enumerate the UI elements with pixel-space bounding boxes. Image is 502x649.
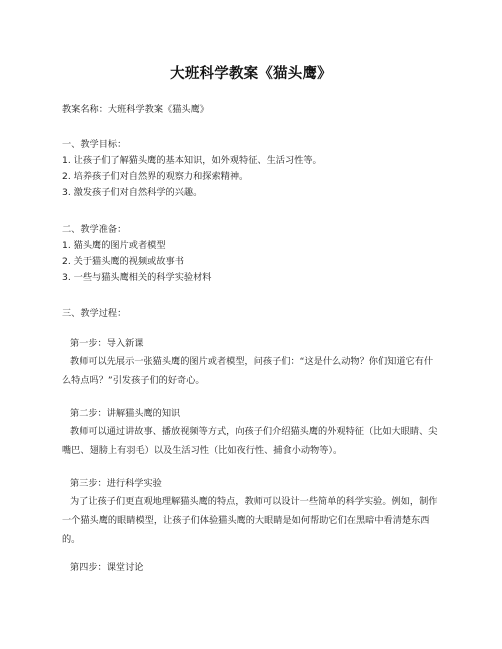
lesson-name: 教案名称：大班科学教案《猫头鹰》 [62, 104, 209, 115]
step-paragraph: 教师可以先展示一张猫头鹰的图片或者模型，问孩子们：“这是什么动物？你们知道它有什么特点吗？”引发孩子们的好奇心。 [62, 356, 434, 386]
objective-item: 3. 激发孩子们对自然科学的兴趣。 [62, 187, 203, 198]
step-heading: 第二步：讲解猫头鹰的知识 [70, 408, 181, 419]
step-heading: 第一步：导入新课 [70, 338, 144, 349]
document-title: 大班科学教案《猫头鹰》 [170, 66, 332, 82]
section-heading-process: 三、教学过程： [62, 308, 127, 319]
section-heading-preparation: 二、教学准备： [62, 224, 127, 235]
preparation-item: 1. 猫头鹰的图片或者模型 [62, 240, 166, 251]
objective-item: 1. 让孩子们了解猫头鹰的基本知识，如外观特征、生活习性等。 [62, 155, 322, 166]
objective-item: 2. 培养孩子们对自然界的观察力和探索精神。 [62, 171, 249, 182]
step-heading: 第四步：课堂讨论 [70, 562, 144, 573]
step-paragraph: 为了让孩子们更直观地理解猫头鹰的特点，教师可以设计一些简单的科学实验。例如，制作一个猫头鹰的眼睛模型，让孩子们体验猫头鹰的大眼睛是如何帮助它们在黑暗中看清楚东西的。 [62, 496, 438, 545]
preparation-item: 2. 关于猫头鹰的视频或故事书 [62, 256, 184, 267]
step-paragraph: 教师可以通过讲故事、播放视频等方式，向孩子们介绍猫头鹰的外观特征（比如大眼睛、尖嘴巴、翅膀上有羽毛）以及生活习性（比如夜行性、捕食小动物等）。 [62, 426, 438, 456]
step-heading: 第三步：进行科学实验 [70, 478, 162, 489]
preparation-item: 3. 一些与猫头鹰相关的科学实验材料 [62, 272, 212, 283]
section-heading-objectives: 一、教学目标： [62, 139, 127, 150]
